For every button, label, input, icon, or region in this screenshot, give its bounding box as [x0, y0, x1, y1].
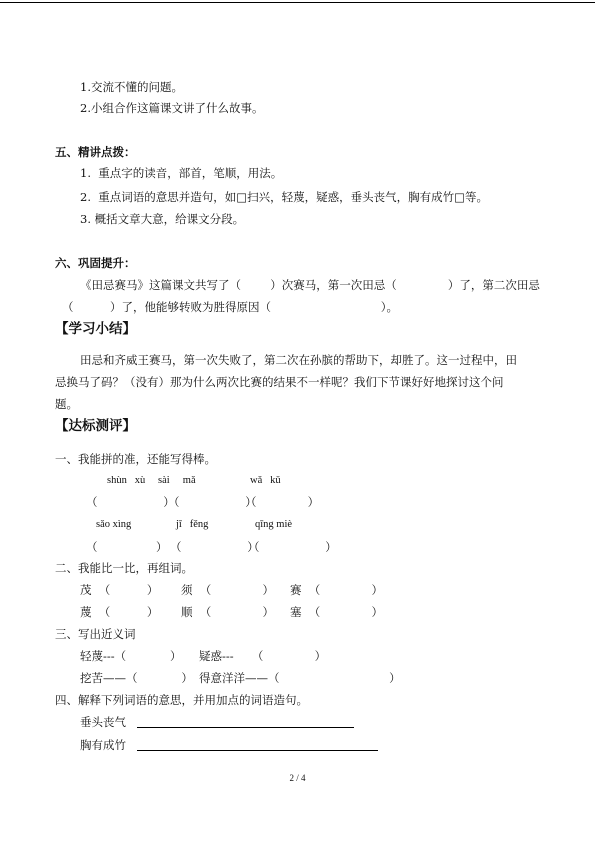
header-rule [0, 2, 595, 3]
answer-blank: （ ） [86, 495, 175, 509]
compare-item: 蔑 （ ） [80, 605, 159, 619]
summary-line-3: 题。 [55, 397, 78, 411]
pinyin-2: sài mǎ [158, 475, 196, 486]
term-2: 胸有成竹 [80, 738, 126, 752]
discuss-item-1: 1.交流不懂的问题。 [80, 80, 183, 94]
answer-line-2 [137, 750, 378, 751]
test-title: 【达标测评】 [55, 418, 136, 434]
synonym-item: 挖苦——（ ） [80, 671, 193, 685]
answer-blank: （ ） [168, 495, 257, 509]
section-6-line-1: 《田忌赛马》这篇课文共写了（ ）次赛马，第一次田忌（ ）了，第二次田忌 [80, 278, 540, 292]
section-6-line-2: （ ）了，他能够转败为胜得原因（ ）。 [62, 300, 398, 314]
synonym-item: 轻蔑---（ ） [80, 649, 182, 663]
compare-item: 赛 （ ） [290, 583, 383, 597]
part-1-title: 一、我能拼的准，还能写得棒。 [55, 452, 216, 466]
answer-blank: （ ） [170, 540, 259, 554]
synonym-item: 疑惑--- （ ） [199, 649, 327, 663]
compare-item: 顺 （ ） [181, 605, 274, 619]
section-5-item-2: 2. 重点词语的意思并造句，如□扫兴，轻蔑，疑惑，垂头丧气，胸有成竹□等。 [80, 190, 489, 204]
page-number: 2 / 4 [289, 773, 306, 783]
pinyin-3: wǎ kǔ [250, 475, 281, 486]
answer-blank: （ ） [248, 540, 337, 554]
section-5-item-3: 3. 概括文章大意，给课文分段。 [80, 212, 245, 226]
section-6-title: 六、巩固提升： [55, 256, 136, 270]
pinyin-6: qīng miè [255, 519, 293, 530]
compare-item: 须 （ ） [181, 583, 274, 597]
part-3-title: 三、写出近义词 [55, 627, 136, 641]
section-5-item-1: 1. 重点字的读音，部首，笔顺，用法。 [80, 166, 283, 180]
discuss-item-2: 2.小组合作这篇课文讲了什么故事。 [80, 101, 264, 115]
compare-item: 茂 （ ） [80, 583, 159, 597]
compare-item: 塞 （ ） [290, 605, 383, 619]
term-1: 垂头丧气 [80, 715, 126, 729]
answer-line-1 [137, 727, 354, 728]
synonym-item: 得意洋洋——（ ） [199, 671, 401, 685]
summary-line-1: 田忌和齐威王赛马，第一次失败了，第二次在孙膑的帮助下，却胜了。这一过程中，田 [80, 353, 517, 367]
section-5-title: 五、精讲点拨： [55, 145, 136, 159]
summary-line-2: 忌换马了码？（没有）那为什么两次比赛的结果不一样呢？我们下节课好好地探讨这个问 [55, 375, 504, 389]
summary-title: 【学习小结】 [55, 321, 136, 337]
answer-blank: （ ） [86, 540, 168, 554]
part-2-title: 二、我能比一比，再组词。 [55, 561, 193, 575]
pinyin-4: sǎo xìng [96, 519, 132, 530]
pinyin-1: shùn xù [107, 475, 146, 486]
pinyin-5: jī fěng [176, 519, 209, 530]
part-4-title: 四、解释下列词语的意思，并用加点的词语造句。 [55, 693, 308, 707]
answer-blank: （ ） [245, 495, 320, 509]
